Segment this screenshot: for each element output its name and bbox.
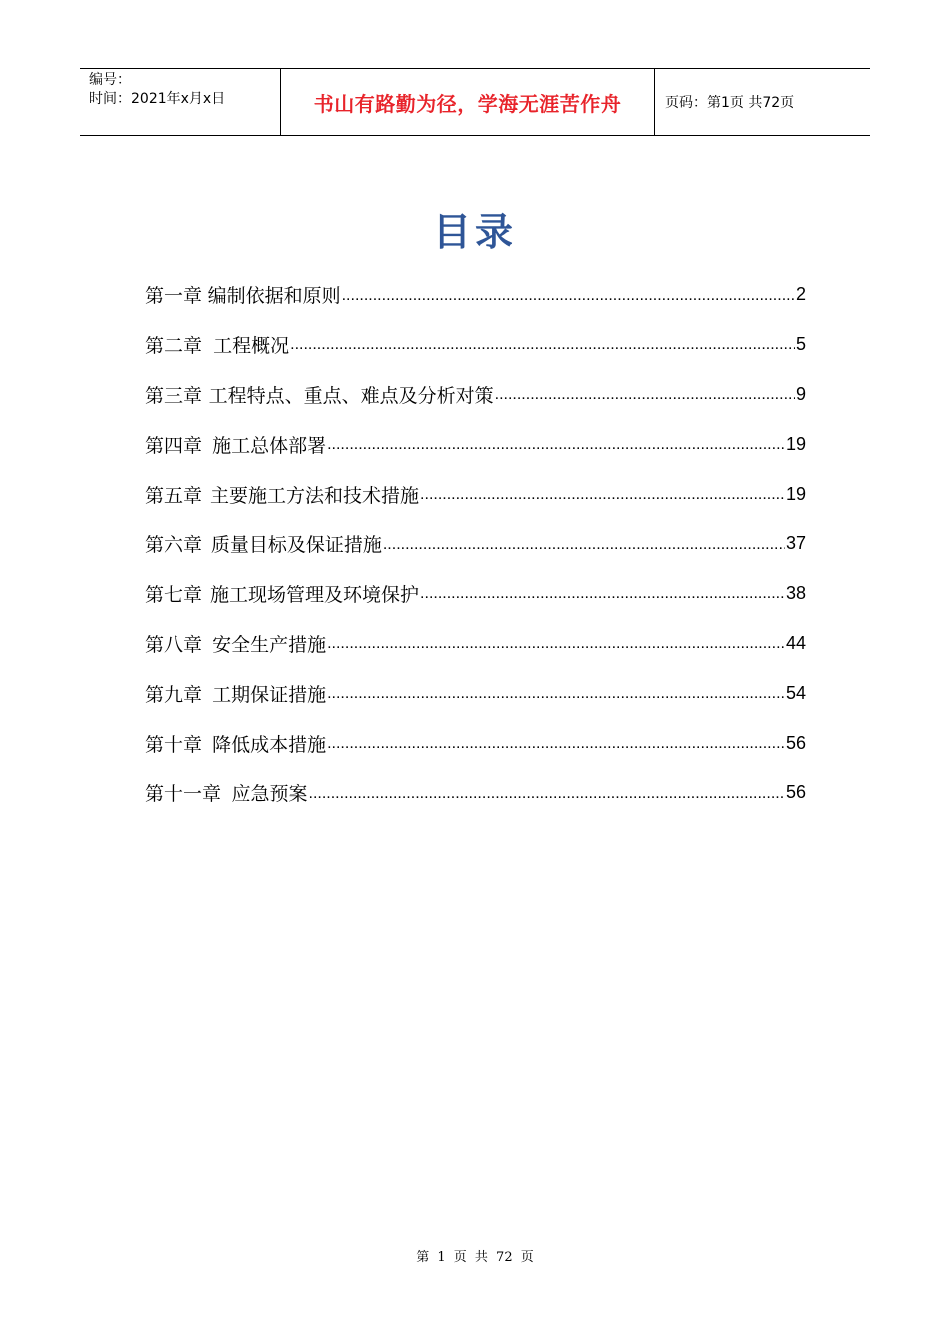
toc-page-number: 19	[785, 433, 806, 454]
toc-entry-title: 工程特点、重点、难点及分析对策	[208, 384, 494, 407]
toc-chapter: 第二章	[145, 335, 203, 358]
toc-entry[interactable]	[145, 519, 806, 569]
toc-dot-leader	[327, 731, 785, 756]
header-meta-cell	[80, 69, 281, 135]
toc-entry[interactable]	[145, 320, 806, 370]
toc-entry[interactable]	[145, 270, 806, 320]
toc-dot-leader	[420, 581, 785, 606]
header-motto: 书山有路勤为径，学海无涯苦作舟	[313, 91, 622, 116]
table-of-contents	[145, 270, 806, 818]
toc-entry-title: 工期保证措施	[212, 683, 327, 706]
toc-chapter: 第四章	[145, 434, 203, 457]
toc-title: 目录	[432, 210, 517, 254]
toc-entry-title: 应急预案	[231, 783, 308, 806]
toc-page-number: 37	[785, 533, 806, 554]
page-footer: 第 1 页 共 72 页	[416, 1250, 534, 1265]
toc-entry[interactable]	[145, 619, 806, 669]
toc-dot-leader	[495, 382, 795, 407]
toc-page-number: 38	[785, 583, 806, 604]
toc-chapter: 第八章	[145, 633, 203, 656]
toc-chapter: 第十章	[145, 733, 203, 756]
document-date-label: 时间：2021年x月x日	[89, 91, 226, 107]
toc-chapter: 第十一章	[145, 783, 222, 806]
toc-entry-title: 工程概况	[213, 335, 290, 358]
toc-entry[interactable]	[145, 419, 806, 469]
toc-page-number: 5	[795, 334, 806, 355]
document-header	[80, 68, 870, 136]
toc-entry[interactable]	[145, 668, 806, 718]
toc-entry-title: 主要施工方法和技术措施	[210, 484, 420, 507]
header-page-cell	[655, 69, 870, 135]
toc-page-number: 44	[785, 632, 806, 653]
toc-entry-title: 质量目标及保证措施	[210, 534, 382, 557]
toc-dot-leader	[327, 631, 785, 656]
toc-dot-leader	[420, 482, 785, 507]
toc-dot-leader	[309, 781, 785, 806]
toc-page-number: 56	[785, 732, 806, 753]
toc-chapter: 第五章	[145, 484, 203, 507]
header-page-info: 页码：第1页 共72页	[665, 95, 795, 111]
toc-dot-leader	[383, 532, 785, 557]
toc-entry[interactable]	[145, 469, 806, 519]
toc-entry[interactable]	[145, 370, 806, 420]
toc-entry-title: 施工现场管理及环境保护	[210, 584, 420, 607]
toc-chapter: 第一章	[145, 285, 203, 308]
toc-page-number: 19	[785, 483, 806, 504]
toc-page-number: 54	[785, 682, 806, 703]
toc-chapter: 第七章	[145, 584, 203, 607]
toc-dot-leader	[327, 681, 785, 706]
toc-entry[interactable]	[145, 718, 806, 768]
toc-dot-leader	[342, 283, 795, 308]
toc-page-number: 9	[795, 383, 806, 404]
toc-page-number: 2	[795, 284, 806, 305]
toc-dot-leader	[327, 432, 785, 457]
toc-chapter: 第九章	[145, 683, 203, 706]
toc-page-number: 56	[785, 782, 806, 803]
toc-entry-title: 编制依据和原则	[207, 285, 341, 308]
toc-chapter: 第六章	[145, 534, 203, 557]
toc-chapter: 第三章	[145, 384, 203, 407]
toc-entry[interactable]	[145, 768, 806, 818]
header-motto-cell	[281, 69, 655, 135]
toc-entry-title: 安全生产措施	[212, 633, 327, 656]
toc-entry-title: 降低成本措施	[212, 733, 327, 756]
toc-dot-leader	[290, 332, 795, 357]
toc-entry[interactable]	[145, 569, 806, 619]
toc-entry-title: 施工总体部署	[212, 434, 327, 457]
document-number-label: 编号：	[89, 72, 131, 88]
